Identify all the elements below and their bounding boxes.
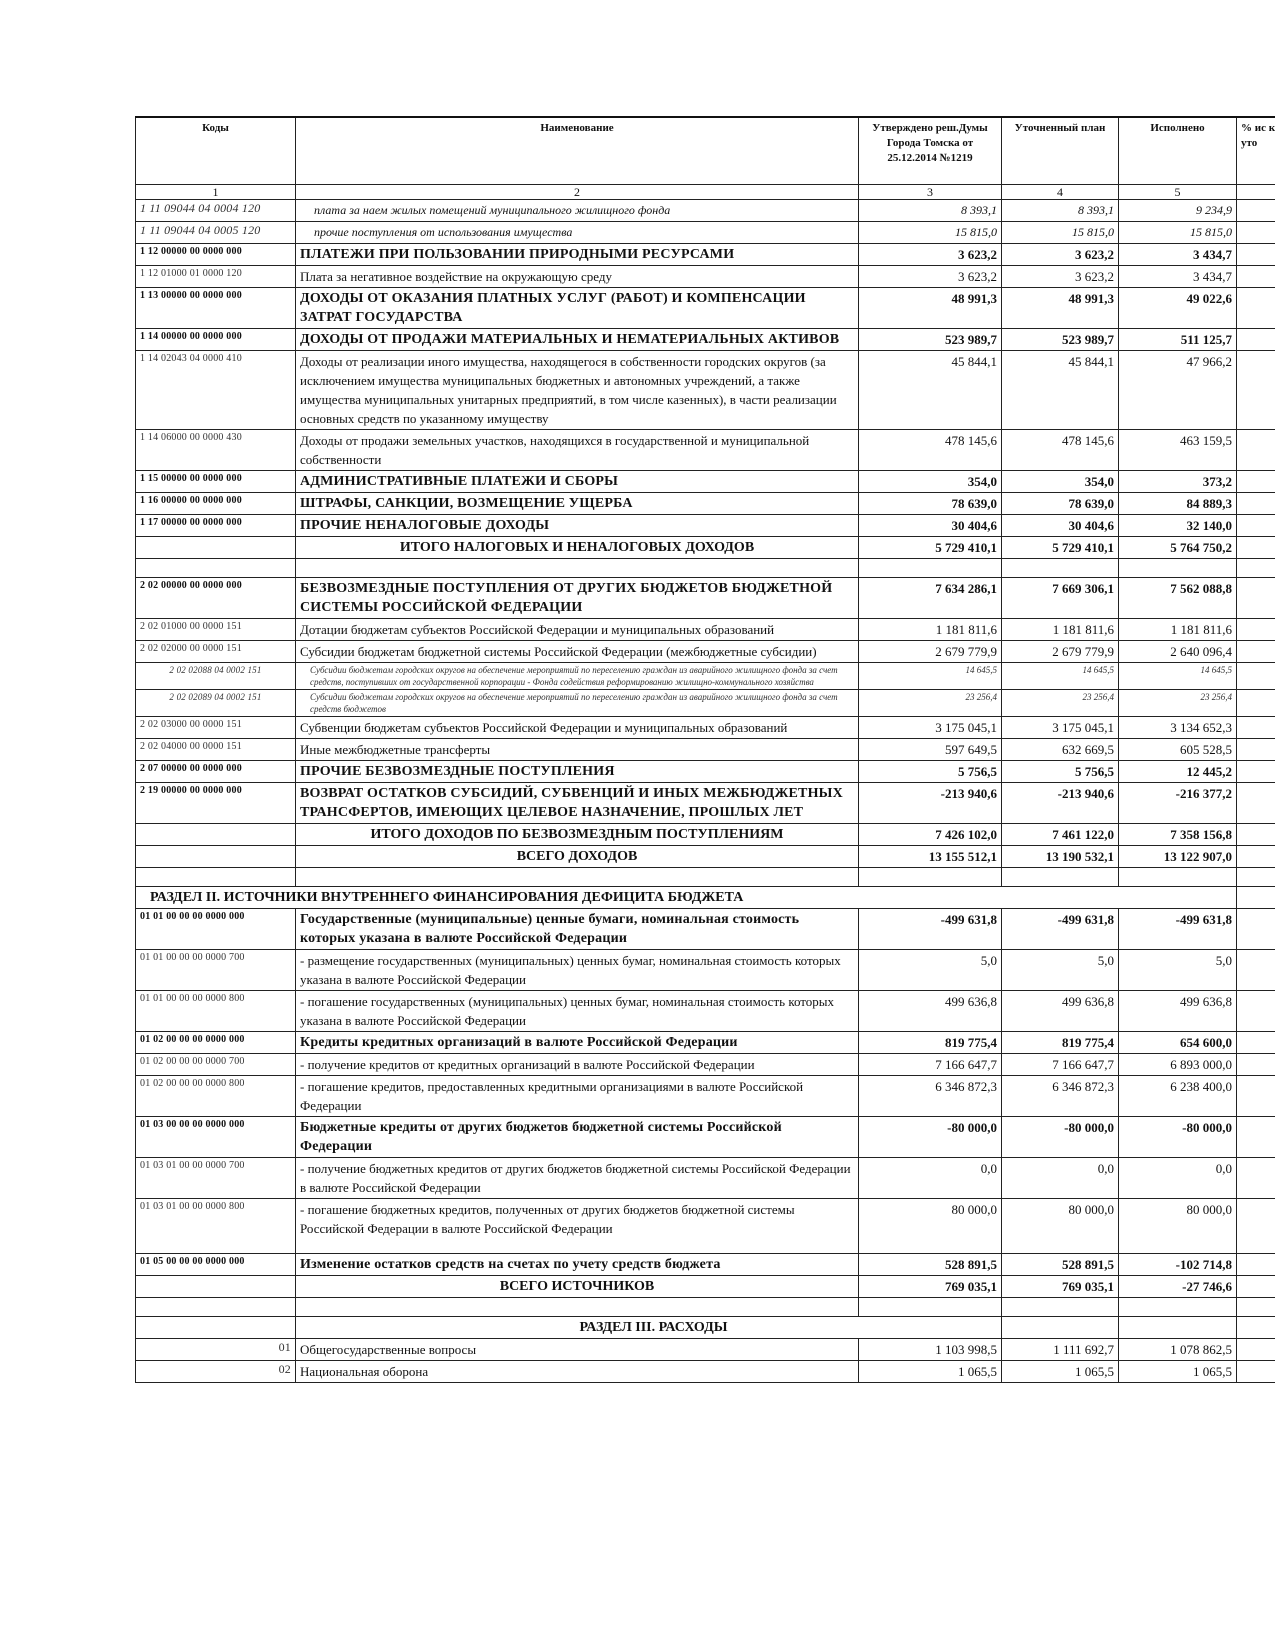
value-approved: 5 729 410,1 xyxy=(859,537,1002,559)
total-row xyxy=(136,846,1275,868)
value-executed: 6 893 000,0 xyxy=(1119,1054,1237,1076)
empty-cell xyxy=(1237,887,1275,909)
value-plan: 80 000,0 xyxy=(1002,1199,1119,1254)
value-plan: -499 631,8 xyxy=(1002,909,1119,950)
value-percent xyxy=(1237,1254,1275,1276)
table-row xyxy=(136,950,1275,991)
row-name: - размещение государственных (муниципальных) ценных бумаг, номинальная стоимость которых указана в валюте Российской Федерации xyxy=(296,950,859,991)
row-name: прочие поступления от использования имущества xyxy=(296,222,859,244)
value-executed: -499 631,8 xyxy=(1119,909,1237,950)
table-row xyxy=(136,1339,1275,1361)
value-executed: 3 434,7 xyxy=(1119,266,1237,288)
row-name: Субсидии бюджетам бюджетной системы Российской Федерации (межбюджетные субсидии) xyxy=(296,641,859,663)
table-row xyxy=(136,430,1275,471)
row-name: - погашение бюджетных кредитов, полученных от других бюджетов бюджетной системы Российской Федерации в валюте Российской Федерации xyxy=(296,1199,859,1254)
row-code: 01 01 00 00 00 0000 000 xyxy=(136,909,296,950)
budget-table xyxy=(135,116,1275,1383)
value-executed: 13 122 907,0 xyxy=(1119,846,1237,868)
value-percent xyxy=(1237,663,1275,690)
row-code: 1 13 00000 00 0000 000 xyxy=(136,288,296,329)
total-row xyxy=(136,537,1275,559)
value-percent xyxy=(1237,1361,1275,1383)
value-percent xyxy=(1237,950,1275,991)
value-executed: 5 764 750,2 xyxy=(1119,537,1237,559)
value-percent xyxy=(1237,1276,1275,1298)
value-percent xyxy=(1237,824,1275,846)
row-code: 1 15 00000 00 0000 000 xyxy=(136,471,296,493)
value-plan: 8 393,1 xyxy=(1002,200,1119,222)
row-code: 1 12 00000 00 0000 000 xyxy=(136,244,296,266)
row-name: Иные межбюджетные трансферты xyxy=(296,739,859,761)
row-code: 1 11 09044 04 0005 120 xyxy=(136,222,296,244)
value-plan: -213 940,6 xyxy=(1002,783,1119,824)
value-approved: 3 623,2 xyxy=(859,244,1002,266)
empty-cell xyxy=(1237,559,1275,578)
value-approved: 2 679 779,9 xyxy=(859,641,1002,663)
empty-cell xyxy=(859,1298,1002,1317)
table-row xyxy=(136,1076,1275,1117)
section-heading-row xyxy=(136,1317,1275,1339)
table-row xyxy=(136,351,1275,430)
value-percent xyxy=(1237,1158,1275,1199)
row-code: 01 01 00 00 00 0000 700 xyxy=(136,950,296,991)
table-row xyxy=(136,1117,1275,1158)
row-name: АДМИНИСТРАТИВНЫЕ ПЛАТЕЖИ И СБОРЫ xyxy=(296,471,859,493)
value-approved: 23 256,4 xyxy=(859,690,1002,717)
row-code xyxy=(136,1276,296,1298)
row-name: - погашение кредитов, предоставленных кредитными организациями в валюте Российской Федерации xyxy=(296,1076,859,1117)
value-percent xyxy=(1237,222,1275,244)
row-name: плата за наем жилых помещений муниципального жилищного фонда xyxy=(296,200,859,222)
value-percent xyxy=(1237,471,1275,493)
value-executed: -216 377,2 xyxy=(1119,783,1237,824)
value-executed: 373,2 xyxy=(1119,471,1237,493)
value-approved: 7 634 286,1 xyxy=(859,578,1002,619)
row-code: 02 xyxy=(136,1361,296,1383)
row-name: Субсидии бюджетам городских округов на обеспечение мероприятий по переселению граждан из аварийного жилищного фонда за счет средств бюджетов xyxy=(296,690,859,717)
header-approved: Утверждено реш.Думы Города Томска от 25.12.2014 №1219 xyxy=(859,117,1002,185)
value-executed: 499 636,8 xyxy=(1119,991,1237,1032)
row-code: 2 02 02000 00 0000 151 xyxy=(136,641,296,663)
table-row xyxy=(136,1032,1275,1054)
value-plan: 1 181 811,6 xyxy=(1002,619,1119,641)
value-approved: 15 815,0 xyxy=(859,222,1002,244)
row-code: 1 16 00000 00 0000 000 xyxy=(136,493,296,515)
value-approved: 819 775,4 xyxy=(859,1032,1002,1054)
value-percent xyxy=(1237,515,1275,537)
value-approved: 14 645,5 xyxy=(859,663,1002,690)
value-executed: 2 640 096,4 xyxy=(1119,641,1237,663)
header-pct: % ис к уто xyxy=(1237,117,1275,185)
empty-cell xyxy=(1237,868,1275,887)
table-row xyxy=(136,266,1275,288)
value-plan: 7 461 122,0 xyxy=(1002,824,1119,846)
value-percent xyxy=(1237,783,1275,824)
value-executed: 0,0 xyxy=(1119,1158,1237,1199)
value-percent xyxy=(1237,266,1275,288)
value-approved: 528 891,5 xyxy=(859,1254,1002,1276)
total-row xyxy=(136,824,1275,846)
value-executed: 3 134 652,3 xyxy=(1119,717,1237,739)
spacer-row xyxy=(136,1298,1275,1317)
empty-cell xyxy=(1119,1317,1237,1339)
value-executed: 7 562 088,8 xyxy=(1119,578,1237,619)
value-approved: 1 065,5 xyxy=(859,1361,1002,1383)
value-executed: 5,0 xyxy=(1119,950,1237,991)
value-executed: -102 714,8 xyxy=(1119,1254,1237,1276)
table-row xyxy=(136,641,1275,663)
empty-cell xyxy=(1237,1317,1275,1339)
value-executed: 6 238 400,0 xyxy=(1119,1076,1237,1117)
value-executed: 1 078 862,5 xyxy=(1119,1339,1237,1361)
row-name: ИТОГО ДОХОДОВ ПО БЕЗВОЗМЕЗДНЫМ ПОСТУПЛЕНИЯМ xyxy=(296,824,859,846)
table-row xyxy=(136,471,1275,493)
row-name: ПРОЧИЕ НЕНАЛОГОВЫЕ ДОХОДЫ xyxy=(296,515,859,537)
value-plan: 0,0 xyxy=(1002,1158,1119,1199)
column-number-row xyxy=(136,185,1275,200)
row-code: 2 02 02088 04 0002 151 xyxy=(136,663,296,690)
empty-cell xyxy=(296,1298,859,1317)
table-row xyxy=(136,739,1275,761)
value-approved: 13 155 512,1 xyxy=(859,846,1002,868)
value-executed: 47 966,2 xyxy=(1119,351,1237,430)
value-plan: 3 175 045,1 xyxy=(1002,717,1119,739)
value-plan: 15 815,0 xyxy=(1002,222,1119,244)
table-row xyxy=(136,1254,1275,1276)
row-name: ШТРАФЫ, САНКЦИИ, ВОЗМЕЩЕНИЕ УЩЕРБА xyxy=(296,493,859,515)
row-name: Доходы от продажи земельных участков, находящихся в государственной и муниципальной собственности xyxy=(296,430,859,471)
value-percent xyxy=(1237,351,1275,430)
empty-cell xyxy=(859,559,1002,578)
value-percent xyxy=(1237,1339,1275,1361)
value-executed: 23 256,4 xyxy=(1119,690,1237,717)
table-row xyxy=(136,200,1275,222)
value-plan: 354,0 xyxy=(1002,471,1119,493)
row-code: 01 05 00 00 00 0000 000 xyxy=(136,1254,296,1276)
colnum-5: 5 xyxy=(1119,185,1237,200)
value-approved: 78 639,0 xyxy=(859,493,1002,515)
value-executed: 32 140,0 xyxy=(1119,515,1237,537)
row-code: 2 02 02089 04 0002 151 xyxy=(136,690,296,717)
header-codes: Коды xyxy=(136,117,296,185)
colnum-3: 3 xyxy=(859,185,1002,200)
table-row xyxy=(136,1199,1275,1254)
value-executed: 511 125,7 xyxy=(1119,329,1237,351)
table-row xyxy=(136,991,1275,1032)
value-executed: 15 815,0 xyxy=(1119,222,1237,244)
row-code: 2 02 01000 00 0000 151 xyxy=(136,619,296,641)
value-percent xyxy=(1237,619,1275,641)
value-plan: 45 844,1 xyxy=(1002,351,1119,430)
value-plan: 23 256,4 xyxy=(1002,690,1119,717)
value-plan: 78 639,0 xyxy=(1002,493,1119,515)
value-percent xyxy=(1237,909,1275,950)
value-percent xyxy=(1237,1199,1275,1254)
value-executed: 14 645,5 xyxy=(1119,663,1237,690)
row-name: ВСЕГО ДОХОДОВ xyxy=(296,846,859,868)
value-executed: -27 746,6 xyxy=(1119,1276,1237,1298)
empty-cell xyxy=(1119,1298,1237,1317)
empty-cell xyxy=(296,559,859,578)
value-plan: 3 623,2 xyxy=(1002,244,1119,266)
colnum-6 xyxy=(1237,185,1275,200)
empty-cell xyxy=(1119,559,1237,578)
value-approved: 769 035,1 xyxy=(859,1276,1002,1298)
row-code: 2 02 03000 00 0000 151 xyxy=(136,717,296,739)
table-row xyxy=(136,493,1275,515)
empty-cell xyxy=(1119,868,1237,887)
colnum-4: 4 xyxy=(1002,185,1119,200)
value-approved: 8 393,1 xyxy=(859,200,1002,222)
value-approved: 1 103 998,5 xyxy=(859,1339,1002,1361)
value-plan: 2 679 779,9 xyxy=(1002,641,1119,663)
value-executed: 7 358 156,8 xyxy=(1119,824,1237,846)
table-body xyxy=(136,200,1275,1383)
table-row xyxy=(136,717,1275,739)
value-plan: -80 000,0 xyxy=(1002,1117,1119,1158)
empty-cell xyxy=(136,1317,296,1339)
table-row xyxy=(136,288,1275,329)
empty-cell xyxy=(296,868,859,887)
value-approved: 354,0 xyxy=(859,471,1002,493)
row-code: 1 17 00000 00 0000 000 xyxy=(136,515,296,537)
value-approved: 7 426 102,0 xyxy=(859,824,1002,846)
value-plan: 7 669 306,1 xyxy=(1002,578,1119,619)
row-name: ДОХОДЫ ОТ ПРОДАЖИ МАТЕРИАЛЬНЫХ И НЕМАТЕРИАЛЬНЫХ АКТИВОВ xyxy=(296,329,859,351)
section-title: РАЗДЕЛ II. ИСТОЧНИКИ ВНУТРЕННЕГО ФИНАНСИРОВАНИЯ ДЕФИЦИТА БЮДЖЕТА xyxy=(136,887,1237,909)
row-code: 2 07 00000 00 0000 000 xyxy=(136,761,296,783)
value-plan: 819 775,4 xyxy=(1002,1032,1119,1054)
row-name: Дотации бюджетам субъектов Российской Федерации и муниципальных образований xyxy=(296,619,859,641)
row-name: - погашение государственных (муниципальных) ценных бумаг, номинальная стоимость которых указана в валюте Российской Федерации xyxy=(296,991,859,1032)
value-percent xyxy=(1237,430,1275,471)
empty-cell xyxy=(1237,1298,1275,1317)
value-executed: 605 528,5 xyxy=(1119,739,1237,761)
row-name: Бюджетные кредиты от других бюджетов бюджетной системы Российской Федерации xyxy=(296,1117,859,1158)
row-code: 01 03 01 00 00 0000 800 xyxy=(136,1199,296,1254)
empty-cell xyxy=(136,1298,296,1317)
value-percent xyxy=(1237,761,1275,783)
value-plan: 5,0 xyxy=(1002,950,1119,991)
empty-cell xyxy=(136,559,296,578)
value-approved: 499 636,8 xyxy=(859,991,1002,1032)
row-name: Общегосударственные вопросы xyxy=(296,1339,859,1361)
row-name: Национальная оборона xyxy=(296,1361,859,1383)
row-name: ПРОЧИЕ БЕЗВОЗМЕЗДНЫЕ ПОСТУПЛЕНИЯ xyxy=(296,761,859,783)
empty-cell xyxy=(1002,559,1119,578)
empty-cell xyxy=(1002,1317,1119,1339)
value-percent xyxy=(1237,288,1275,329)
value-percent xyxy=(1237,739,1275,761)
spacer-row xyxy=(136,559,1275,578)
colnum-1: 1 xyxy=(136,185,296,200)
table-row xyxy=(136,663,1275,690)
section-title: РАЗДЕЛ III. РАСХОДЫ xyxy=(296,1317,1002,1339)
empty-cell xyxy=(136,868,296,887)
table-row xyxy=(136,909,1275,950)
header-executed: Исполнено xyxy=(1119,117,1237,185)
table-row xyxy=(136,1054,1275,1076)
row-name: - получение кредитов от кредитных организаций в валюте Российской Федерации xyxy=(296,1054,859,1076)
value-approved: 30 404,6 xyxy=(859,515,1002,537)
value-percent xyxy=(1237,991,1275,1032)
table-row xyxy=(136,578,1275,619)
value-approved: 48 991,3 xyxy=(859,288,1002,329)
empty-cell xyxy=(859,868,1002,887)
table-row xyxy=(136,329,1275,351)
empty-cell xyxy=(1002,868,1119,887)
value-percent xyxy=(1237,1117,1275,1158)
value-approved: 5 756,5 xyxy=(859,761,1002,783)
value-percent xyxy=(1237,493,1275,515)
value-plan: 523 989,7 xyxy=(1002,329,1119,351)
value-plan: 1 065,5 xyxy=(1002,1361,1119,1383)
value-approved: 6 346 872,3 xyxy=(859,1076,1002,1117)
value-approved: 5,0 xyxy=(859,950,1002,991)
value-approved: 1 181 811,6 xyxy=(859,619,1002,641)
value-percent xyxy=(1237,690,1275,717)
value-percent xyxy=(1237,1054,1275,1076)
row-code xyxy=(136,824,296,846)
value-approved: 0,0 xyxy=(859,1158,1002,1199)
row-code: 1 14 00000 00 0000 000 xyxy=(136,329,296,351)
table-row xyxy=(136,1158,1275,1199)
row-code xyxy=(136,846,296,868)
value-plan: 30 404,6 xyxy=(1002,515,1119,537)
row-code: 01 02 00 00 00 0000 000 xyxy=(136,1032,296,1054)
value-executed: 3 434,7 xyxy=(1119,244,1237,266)
row-code: 2 02 04000 00 0000 151 xyxy=(136,739,296,761)
value-approved: 45 844,1 xyxy=(859,351,1002,430)
value-plan: 769 035,1 xyxy=(1002,1276,1119,1298)
value-percent xyxy=(1237,846,1275,868)
value-plan: 48 991,3 xyxy=(1002,288,1119,329)
table-row xyxy=(136,515,1275,537)
value-percent xyxy=(1237,578,1275,619)
table-row xyxy=(136,244,1275,266)
value-executed: 1 065,5 xyxy=(1119,1361,1237,1383)
value-approved: -499 631,8 xyxy=(859,909,1002,950)
row-code: 01 02 00 00 00 0000 800 xyxy=(136,1076,296,1117)
value-approved: 597 649,5 xyxy=(859,739,1002,761)
value-approved: 478 145,6 xyxy=(859,430,1002,471)
value-executed: 9 234,9 xyxy=(1119,200,1237,222)
spacer-row xyxy=(136,868,1275,887)
value-percent xyxy=(1237,244,1275,266)
row-name: Субсидии бюджетам городских округов на обеспечение мероприятий по переселению граждан из аварийного жилищного фонда за счет средств, поступивших от государственной корпорации - Фонда содействия реформированию жилищно-коммунального хозяйства xyxy=(296,663,859,690)
value-plan: 3 623,2 xyxy=(1002,266,1119,288)
row-code: 2 02 00000 00 0000 000 xyxy=(136,578,296,619)
value-plan: 528 891,5 xyxy=(1002,1254,1119,1276)
row-code: 01 03 00 00 00 0000 000 xyxy=(136,1117,296,1158)
row-code: 01 02 00 00 00 0000 700 xyxy=(136,1054,296,1076)
table-row xyxy=(136,761,1275,783)
budget-report-page xyxy=(135,116,1275,1383)
value-approved: 3 175 045,1 xyxy=(859,717,1002,739)
value-percent xyxy=(1237,641,1275,663)
header-name: Наименование xyxy=(296,117,859,185)
table-header-row xyxy=(136,117,1275,185)
value-executed: 49 022,6 xyxy=(1119,288,1237,329)
row-code: 01 xyxy=(136,1339,296,1361)
row-name: ВОЗВРАТ ОСТАТКОВ СУБСИДИЙ, СУБВЕНЦИЙ И ИНЫХ МЕЖБЮДЖЕТНЫХ ТРАНСФЕРТОВ, ИМЕЮЩИХ ЦЕЛЕВОЕ НАЗНАЧЕНИЕ, ПРОШЛЫХ ЛЕТ xyxy=(296,783,859,824)
row-name: - получение бюджетных кредитов от других бюджетов бюджетной системы Российской Федерации в валюте Российской Федерации xyxy=(296,1158,859,1199)
total-row xyxy=(136,1276,1275,1298)
row-name: Кредиты кредитных организаций в валюте Российской Федерации xyxy=(296,1032,859,1054)
row-name: Субвенции бюджетам субъектов Российской Федерации и муниципальных образований xyxy=(296,717,859,739)
value-executed: 654 600,0 xyxy=(1119,1032,1237,1054)
row-code: 1 11 09044 04 0004 120 xyxy=(136,200,296,222)
row-code: 2 19 00000 00 0000 000 xyxy=(136,783,296,824)
value-approved: 523 989,7 xyxy=(859,329,1002,351)
value-approved: 80 000,0 xyxy=(859,1199,1002,1254)
row-name: ИТОГО НАЛОГОВЫХ И НЕНАЛОГОВЫХ ДОХОДОВ xyxy=(296,537,859,559)
table-row xyxy=(136,619,1275,641)
value-executed: 1 181 811,6 xyxy=(1119,619,1237,641)
table-row xyxy=(136,222,1275,244)
value-percent xyxy=(1237,717,1275,739)
value-executed: -80 000,0 xyxy=(1119,1117,1237,1158)
value-plan: 6 346 872,3 xyxy=(1002,1076,1119,1117)
value-executed: 84 889,3 xyxy=(1119,493,1237,515)
value-executed: 80 000,0 xyxy=(1119,1199,1237,1254)
row-code: 01 01 00 00 00 0000 800 xyxy=(136,991,296,1032)
table-row xyxy=(136,1361,1275,1383)
value-plan: 7 166 647,7 xyxy=(1002,1054,1119,1076)
row-name: ДОХОДЫ ОТ ОКАЗАНИЯ ПЛАТНЫХ УСЛУГ (РАБОТ) И КОМПЕНСАЦИИ ЗАТРАТ ГОСУДАРСТВА xyxy=(296,288,859,329)
row-name: Доходы от реализации иного имущества, находящегося в собственности городских округов (за исключением имущества муниципальных бюджетных и автономных учреждений, а также имущества муниципальных унитарных предприятий, в том числе казенных), в части реализации основных средств по указанному имуществу xyxy=(296,351,859,430)
row-name: ПЛАТЕЖИ ПРИ ПОЛЬЗОВАНИИ ПРИРОДНЫМИ РЕСУРСАМИ xyxy=(296,244,859,266)
value-plan: 478 145,6 xyxy=(1002,430,1119,471)
row-code: 1 14 06000 00 0000 430 xyxy=(136,430,296,471)
value-executed: 12 445,2 xyxy=(1119,761,1237,783)
row-name: ВСЕГО ИСТОЧНИКОВ xyxy=(296,1276,859,1298)
row-name: Государственные (муниципальные) ценные бумаги, номинальная стоимость которых указана в валюте Российской Федерации xyxy=(296,909,859,950)
section-heading-row xyxy=(136,887,1275,909)
value-plan: 5 756,5 xyxy=(1002,761,1119,783)
value-plan: 13 190 532,1 xyxy=(1002,846,1119,868)
row-name: БЕЗВОЗМЕЗДНЫЕ ПОСТУПЛЕНИЯ ОТ ДРУГИХ БЮДЖЕТОВ БЮДЖЕТНОЙ СИСТЕМЫ РОССИЙСКОЙ ФЕДЕРАЦИИ xyxy=(296,578,859,619)
value-percent xyxy=(1237,1032,1275,1054)
value-approved: -80 000,0 xyxy=(859,1117,1002,1158)
value-approved: 3 623,2 xyxy=(859,266,1002,288)
value-plan: 14 645,5 xyxy=(1002,663,1119,690)
empty-cell xyxy=(1002,1298,1119,1317)
value-percent xyxy=(1237,537,1275,559)
row-name: Плата за негативное воздействие на окружающую среду xyxy=(296,266,859,288)
row-name: Изменение остатков средств на счетах по учету средств бюджета xyxy=(296,1254,859,1276)
value-plan: 1 111 692,7 xyxy=(1002,1339,1119,1361)
value-executed: 463 159,5 xyxy=(1119,430,1237,471)
table-row xyxy=(136,690,1275,717)
row-code: 1 14 02043 04 0000 410 xyxy=(136,351,296,430)
value-plan: 5 729 410,1 xyxy=(1002,537,1119,559)
value-plan: 499 636,8 xyxy=(1002,991,1119,1032)
row-code: 1 12 01000 01 0000 120 xyxy=(136,266,296,288)
value-percent xyxy=(1237,1076,1275,1117)
row-code xyxy=(136,537,296,559)
row-code: 01 03 01 00 00 0000 700 xyxy=(136,1158,296,1199)
table-row xyxy=(136,783,1275,824)
value-approved: 7 166 647,7 xyxy=(859,1054,1002,1076)
colnum-2: 2 xyxy=(296,185,859,200)
header-plan: Уточненный план xyxy=(1002,117,1119,185)
value-percent xyxy=(1237,329,1275,351)
value-plan: 632 669,5 xyxy=(1002,739,1119,761)
value-percent xyxy=(1237,200,1275,222)
value-approved: -213 940,6 xyxy=(859,783,1002,824)
